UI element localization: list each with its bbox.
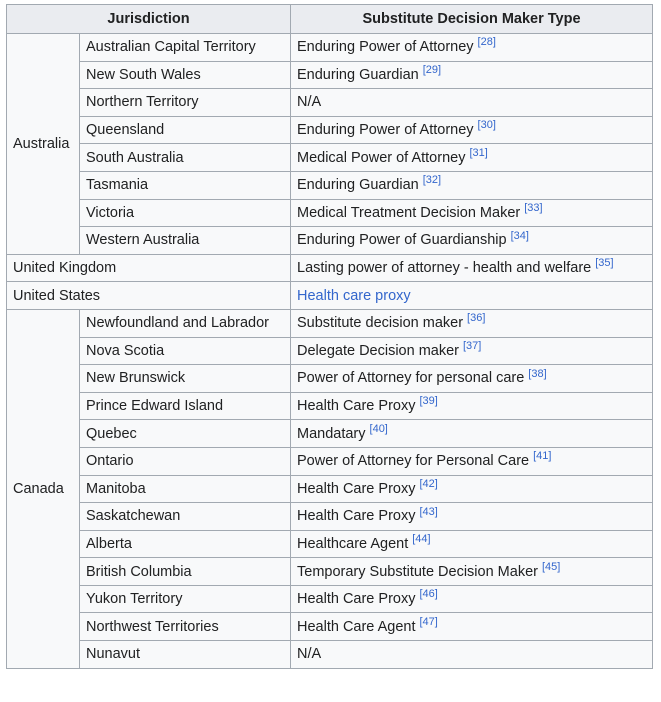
type-text: Substitute decision maker (297, 315, 464, 332)
table-row (7, 227, 653, 255)
table-row (7, 558, 653, 586)
type-text: Enduring Guardian (297, 66, 419, 83)
citation-link[interactable]: [34] (510, 229, 529, 242)
country-cell-us: United States (7, 282, 291, 310)
type-text: Delegate Decision maker (297, 342, 459, 359)
type-cell (291, 530, 653, 558)
country-cell-uk: United Kingdom (7, 254, 291, 282)
region-cell: South Australia (80, 144, 291, 172)
table-row (7, 89, 653, 117)
table-row (7, 392, 653, 420)
type-text: Power of Attorney for Personal Care (297, 453, 530, 470)
region-cell: Queensland (80, 116, 291, 144)
type-cell (291, 309, 653, 337)
region-cell: Saskatchewan (80, 503, 291, 531)
type-text: Medical Power of Attorney (297, 149, 466, 166)
region-cell: Nova Scotia (80, 337, 291, 365)
type-cell (291, 34, 653, 62)
type-cell (291, 282, 653, 310)
type-text: Enduring Guardian (297, 177, 419, 194)
type-text: Temporary Substitute Decision Maker (297, 563, 538, 580)
type-text: N/A (297, 94, 322, 111)
type-cell (291, 144, 653, 172)
type-cell (291, 503, 653, 531)
type-cell (291, 171, 653, 199)
country-cell-canada: Canada (7, 309, 80, 668)
table-row (7, 309, 653, 337)
table-row (7, 34, 653, 62)
region-cell: Nunavut (80, 641, 291, 669)
type-cell (291, 613, 653, 641)
region-cell: Prince Edward Island (80, 392, 291, 420)
citation-link[interactable]: [39] (419, 395, 438, 408)
citation-link[interactable]: [33] (524, 202, 543, 215)
region-cell: Australian Capital Territory (80, 34, 291, 62)
table-row (7, 282, 653, 310)
type-text: N/A (297, 646, 322, 663)
region-cell: New Brunswick (80, 365, 291, 393)
table-row (7, 641, 653, 669)
region-cell: Quebec (80, 420, 291, 448)
type-cell (291, 585, 653, 613)
type-cell (291, 392, 653, 420)
type-cell (291, 199, 653, 227)
citation-link[interactable]: [35] (595, 257, 614, 270)
type-cell (291, 116, 653, 144)
table-row (7, 337, 653, 365)
region-cell: Yukon Territory (80, 585, 291, 613)
type-cell (291, 447, 653, 475)
type-cell (291, 89, 653, 117)
type-text: Medical Treatment Decision Maker (297, 204, 521, 221)
citation-link[interactable]: [43] (419, 505, 438, 518)
table-row (7, 585, 653, 613)
type-cell (291, 420, 653, 448)
citation-link[interactable]: [29] (422, 64, 442, 77)
region-cell: Victoria (80, 199, 291, 227)
region-cell: British Columbia (80, 558, 291, 586)
header-jurisdiction: Jurisdiction (7, 5, 291, 34)
table-row (7, 447, 653, 475)
region-cell: Northwest Territories (80, 613, 291, 641)
citation-link[interactable]: [45] (541, 560, 561, 573)
table-row (7, 199, 653, 227)
citation-link[interactable]: [30] (477, 119, 496, 132)
citation-link[interactable]: [40] (369, 422, 388, 435)
type-cell (291, 337, 653, 365)
citation-link[interactable]: [37] (463, 340, 482, 352)
type-text: Lasting power of attorney - health and welfare (297, 260, 592, 277)
type-cell (291, 475, 653, 503)
region-cell: Ontario (80, 447, 291, 475)
type-text: Health Care Proxy (297, 508, 416, 525)
health-care-proxy-link[interactable]: Health care proxy (297, 287, 411, 304)
citation-link[interactable]: [32] (422, 174, 442, 187)
type-text: Power of Attorney for personal care (297, 370, 525, 387)
type-text: Enduring Power of Guardianship (297, 232, 507, 249)
region-cell: Northern Territory (80, 89, 291, 117)
type-text: Enduring Power of Attorney (297, 122, 474, 139)
table-row (7, 61, 653, 89)
table-row (7, 116, 653, 144)
citation-link[interactable]: [36] (467, 312, 486, 325)
table-row (7, 475, 653, 503)
type-cell (291, 227, 653, 255)
citation-link[interactable]: [41] (533, 450, 552, 463)
region-cell: New South Wales (80, 61, 291, 89)
table-row (7, 420, 653, 448)
citation-link[interactable]: [28] (477, 36, 496, 49)
table-row (7, 171, 653, 199)
type-cell (291, 61, 653, 89)
region-cell: Manitoba (80, 475, 291, 503)
region-cell: Newfoundland and Labrador (80, 309, 291, 337)
type-text: Enduring Power of Attorney (297, 39, 474, 56)
citation-link[interactable]: [47] (419, 615, 438, 628)
region-cell: Western Australia (80, 227, 291, 255)
type-text: Health Care Proxy (297, 398, 416, 415)
substitute-decision-maker-table (6, 4, 653, 669)
type-text: Healthcare Agent (297, 535, 409, 552)
type-cell (291, 558, 653, 586)
table-row (7, 530, 653, 558)
table-row (7, 365, 653, 393)
header-type: Substitute Decision Maker Type (291, 5, 653, 34)
header-row (7, 5, 653, 34)
citation-link[interactable]: [42] (419, 477, 438, 490)
table-row (7, 503, 653, 531)
type-cell (291, 365, 653, 393)
citation-link[interactable]: [44] (412, 533, 431, 546)
citation-link[interactable]: [38] (528, 367, 547, 380)
region-cell: Tasmania (80, 171, 291, 199)
type-text: Health Care Agent (297, 618, 416, 635)
type-cell (291, 641, 653, 669)
region-cell: Alberta (80, 530, 291, 558)
table-row (7, 613, 653, 641)
citation-link[interactable]: [46] (419, 588, 438, 601)
table-row (7, 144, 653, 172)
type-text: Health Care Proxy (297, 480, 416, 497)
type-text: Mandatary (297, 425, 366, 442)
type-cell (291, 254, 653, 282)
type-text: Health Care Proxy (297, 591, 416, 608)
table-row (7, 254, 653, 282)
country-cell-australia: Australia (7, 34, 80, 255)
citation-link[interactable]: [31] (469, 146, 488, 159)
